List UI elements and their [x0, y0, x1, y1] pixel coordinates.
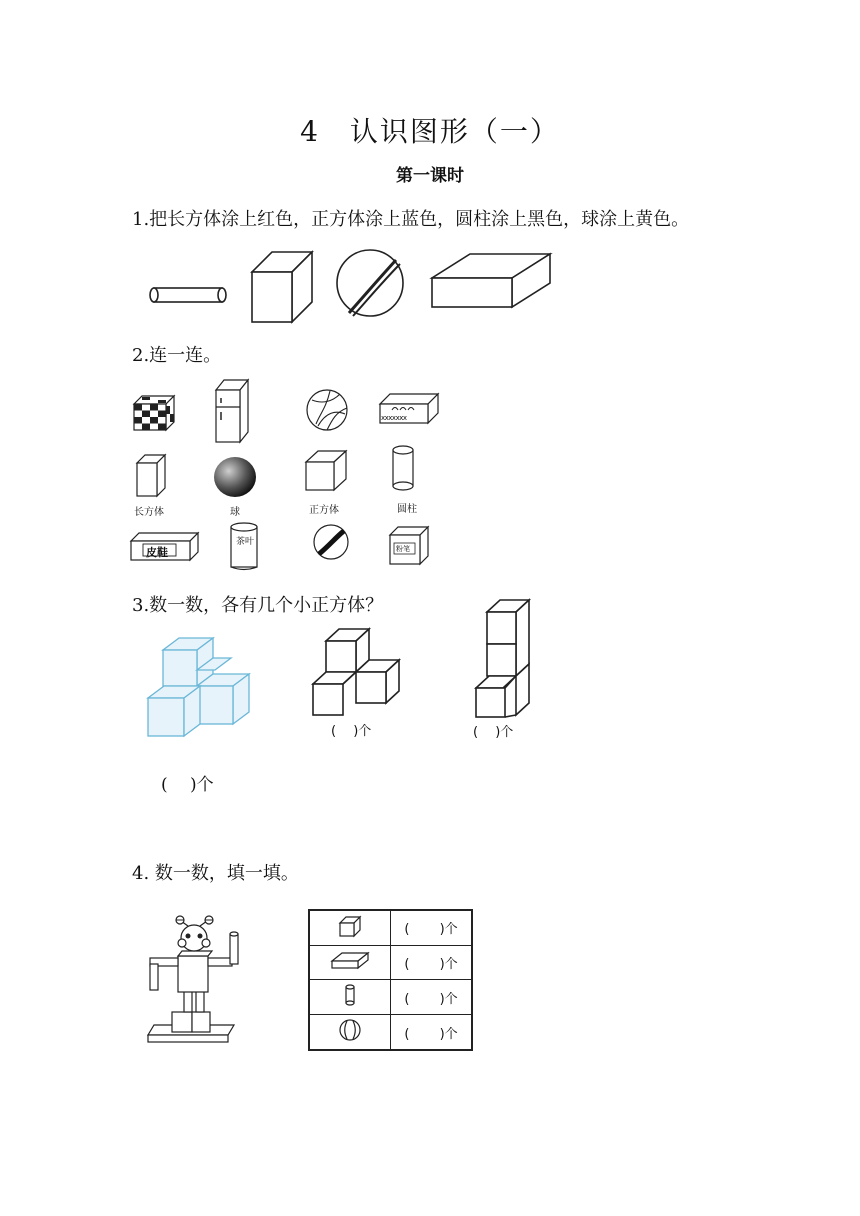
- tea-label: 茶叶: [236, 537, 255, 547]
- table-row: [309, 910, 472, 945]
- page-title: 4 认识图形（一）: [300, 115, 560, 148]
- cuboid-icon: [330, 951, 370, 971]
- q2-text: 2.连一连。: [132, 345, 222, 366]
- label-cuboid: 长方体: [134, 507, 164, 518]
- label-cylinder: 圆柱: [397, 504, 417, 515]
- robot-icon: [148, 916, 238, 1042]
- cuboid-cell: [309, 945, 391, 980]
- q4-text: 4. 数一数，填一填。: [132, 863, 299, 884]
- q3-text: 3.数一数，各有几个小正方体？: [132, 595, 384, 616]
- q1-text: 1.把长方体涂上红色，正方体涂上蓝色，圆柱涂上黑色，球涂上黄色。: [132, 209, 690, 230]
- q3-answer-blank-1[interactable]: ( )个: [161, 775, 214, 795]
- cube-icon: [338, 915, 362, 937]
- sphere-cell: [309, 1015, 391, 1050]
- cuboid-count-blank[interactable]: ( )个: [391, 945, 473, 980]
- cube-count-blank[interactable]: ( )个: [391, 910, 473, 945]
- table-row: [309, 980, 472, 1015]
- q3-answer-blank-2[interactable]: ( )个: [331, 724, 372, 739]
- count-table: [308, 909, 473, 1051]
- table-row: [309, 1015, 472, 1050]
- table-row: [309, 945, 472, 980]
- sphere-icon: [338, 1018, 362, 1042]
- cylinder-count-blank[interactable]: ( )个: [391, 980, 473, 1015]
- label-cube: 正方体: [309, 505, 339, 516]
- cube-cell: [309, 910, 391, 945]
- q3-answer-blank-3[interactable]: ( )个: [473, 725, 514, 740]
- box-print: xxxxxxx: [381, 414, 407, 422]
- cylinder-cell: [309, 980, 391, 1015]
- chalk-label: 粉笔: [396, 545, 410, 553]
- cylinder-icon: [344, 984, 356, 1006]
- sphere-count-blank[interactable]: ( )个: [391, 1015, 473, 1050]
- label-sphere: 球: [230, 507, 240, 518]
- shoebox-label: 皮鞋: [146, 546, 168, 559]
- lesson-subtitle: 第一课时: [396, 166, 464, 186]
